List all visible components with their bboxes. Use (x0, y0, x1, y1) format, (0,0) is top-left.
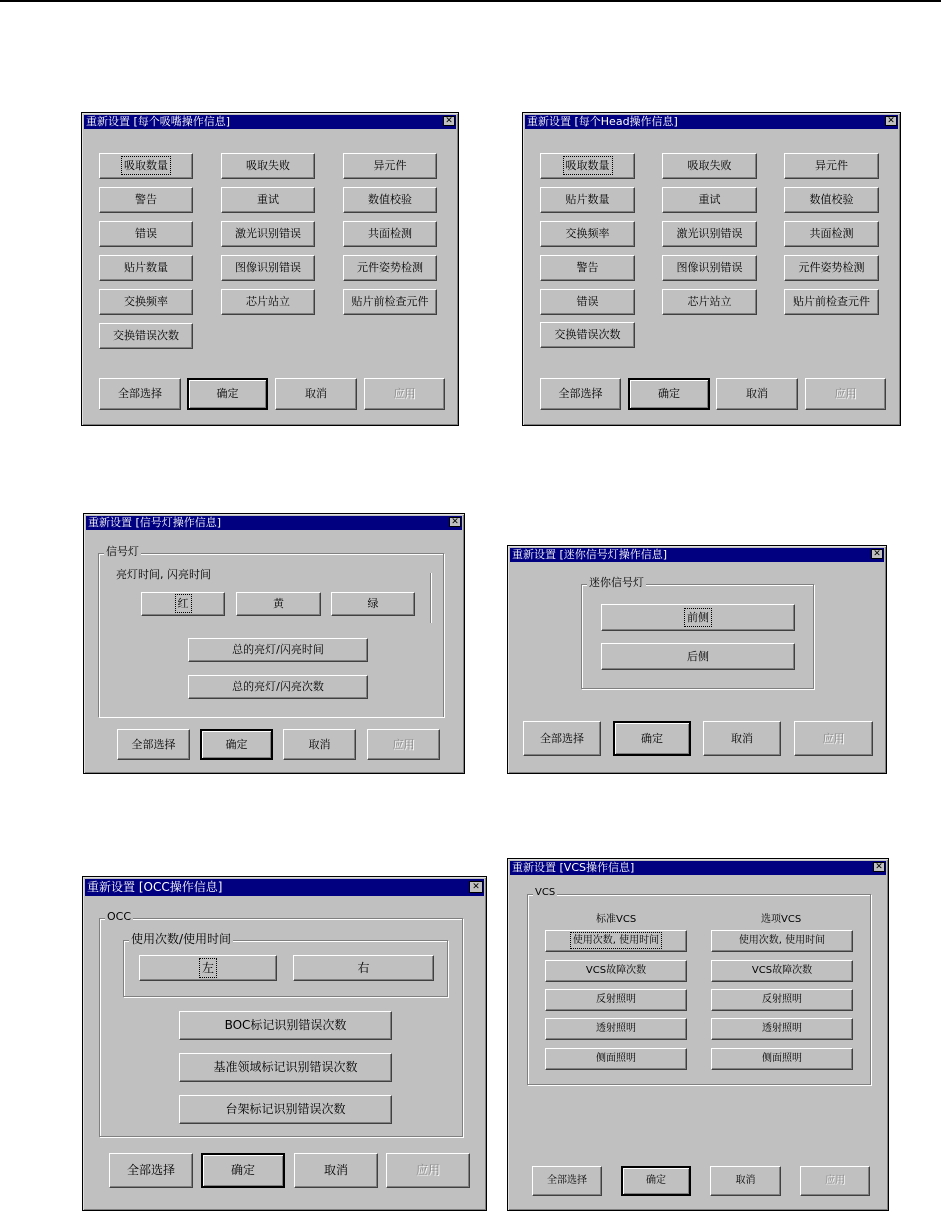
btn-exchange-error-count[interactable]: 交换错误次数 (540, 322, 635, 348)
cancel-button[interactable]: 取消 (710, 1166, 781, 1196)
btn-pickup-fail[interactable]: 吸取失败 (662, 153, 757, 179)
btn-chip-standing[interactable]: 芯片站立 (662, 289, 757, 315)
right-button[interactable]: 右 (293, 955, 434, 981)
cancel-button[interactable]: 取消 (716, 378, 798, 410)
close-icon[interactable]: ✕ (443, 116, 455, 126)
dialog-title: 重新设置 [信号灯操作信息] (88, 516, 222, 529)
apply-button[interactable]: 应用 (386, 1153, 470, 1188)
dialog-title: 重新设置 [VCS操作信息] (512, 861, 635, 874)
dialog-title: 重新设置 [每个吸嘴操作信息] (86, 115, 231, 128)
page-top-rule (0, 0, 941, 2)
std-vcs-fault-button[interactable]: VCS故障次数 (545, 960, 687, 982)
opt-transmit-light-button[interactable]: 透射照明 (711, 1018, 853, 1040)
dialog-title-bar (525, 115, 898, 129)
cancel-button[interactable]: 取消 (275, 378, 357, 410)
dialog-title-bar (84, 115, 456, 129)
dialog-title-bar (510, 861, 886, 875)
total-on-count-button[interactable]: 总的亮灯/闪亮次数 (188, 675, 368, 699)
btn-retry[interactable]: 重试 (662, 187, 757, 213)
btn-image-recog-error[interactable]: 图像识别错误 (221, 255, 315, 281)
btn-retry[interactable]: 重试 (221, 187, 315, 213)
btn-exchange-rate[interactable]: 交换频率 (99, 289, 193, 315)
btn-error[interactable]: 错误 (540, 289, 635, 315)
dialog-signal-light-reset (83, 513, 465, 774)
opt-reflect-light-button[interactable]: 反射照明 (711, 989, 853, 1011)
btn-exchange-rate[interactable]: 交换频率 (540, 221, 635, 247)
ok-button[interactable]: 确定 (187, 378, 268, 410)
btn-mount-count[interactable]: 贴片数量 (540, 187, 635, 213)
red-button[interactable]: 红 (141, 592, 225, 616)
on-time-flash-time-label: 亮灯时间, 闪亮时间 (116, 568, 211, 581)
boc-mark-error-button[interactable]: BOC标记识别错误次数 (179, 1011, 392, 1040)
left-button[interactable]: 左 (139, 955, 277, 981)
cancel-button[interactable]: 取消 (703, 721, 781, 756)
yellow-button[interactable]: 黄 (236, 592, 321, 616)
select-all-button[interactable]: 全部选择 (109, 1153, 193, 1188)
btn-pre-mount-check[interactable]: 贴片前检查元件 (343, 289, 437, 315)
btn-coplanarity[interactable]: 共面检测 (784, 221, 879, 247)
close-icon[interactable]: ✕ (885, 116, 897, 126)
btn-pre-mount-check[interactable]: 贴片前检查元件 (784, 289, 879, 315)
dialog-occ-reset (82, 876, 487, 1211)
close-icon[interactable]: ✕ (873, 862, 885, 872)
btn-image-recog-error[interactable]: 图像识别错误 (662, 255, 757, 281)
front-side-button[interactable]: 前侧 (601, 604, 795, 631)
btn-value-check[interactable]: 数值校验 (343, 187, 437, 213)
vcs-group-title: VCS (535, 887, 556, 898)
standard-vcs-label: 标准VCS (596, 914, 637, 925)
cancel-button[interactable]: 取消 (294, 1153, 378, 1188)
ok-button[interactable]: 确定 (621, 1166, 691, 1196)
select-all-button[interactable]: 全部选择 (99, 378, 181, 410)
opt-usage-button[interactable]: 使用次数, 使用时间 (711, 930, 853, 952)
btn-odd-part[interactable]: 异元件 (343, 153, 437, 179)
btn-laser-recog-error[interactable]: 激光识别错误 (662, 221, 757, 247)
btn-pickup-fail[interactable]: 吸取失败 (221, 153, 315, 179)
std-side-light-button[interactable]: 侧面照明 (545, 1048, 687, 1070)
opt-side-light-button[interactable]: 侧面照明 (711, 1048, 853, 1070)
btn-odd-part[interactable]: 异元件 (784, 153, 879, 179)
apply-button[interactable]: 应用 (800, 1166, 870, 1196)
apply-button[interactable]: 应用 (794, 721, 873, 756)
btn-mount-count[interactable]: 贴片数量 (99, 255, 193, 281)
close-icon[interactable]: ✕ (469, 881, 483, 893)
btn-part-posture[interactable]: 元件姿势检测 (784, 255, 879, 281)
btn-chip-standing[interactable]: 芯片站立 (221, 289, 315, 315)
btn-error[interactable]: 错误 (99, 221, 193, 247)
total-on-time-button[interactable]: 总的亮灯/闪亮时间 (188, 638, 368, 662)
dialog-title: 重新设置 [每个Head操作信息] (527, 115, 678, 128)
btn-warning[interactable]: 警告 (99, 187, 193, 213)
btn-pickup-count[interactable]: 吸取数量 (99, 153, 193, 179)
std-transmit-light-button[interactable]: 透射照明 (545, 1018, 687, 1040)
select-all-button[interactable]: 全部选择 (523, 721, 601, 756)
btn-laser-recog-error[interactable]: 激光识别错误 (221, 221, 315, 247)
mini-signal-group (581, 584, 814, 689)
ok-button[interactable]: 确定 (200, 729, 273, 760)
close-icon[interactable]: ✕ (871, 549, 883, 559)
ok-button[interactable]: 确定 (628, 378, 710, 410)
dialog-title-bar (510, 548, 884, 562)
btn-exchange-error-count[interactable]: 交换错误次数 (99, 323, 193, 349)
occ-group-title: OCC (107, 910, 132, 923)
dialog-title-bar (86, 516, 462, 530)
std-usage-button[interactable]: 使用次数, 使用时间 (545, 930, 687, 952)
fiducial-mark-error-button[interactable]: 基准领域标记识别错误次数 (179, 1053, 392, 1082)
dialog-title: 重新设置 [迷你信号灯操作信息] (512, 548, 668, 561)
btn-coplanarity[interactable]: 共面检测 (343, 221, 437, 247)
mini-signal-group-title: 迷你信号灯 (589, 576, 644, 589)
dialog-title-bar (85, 879, 484, 896)
ok-button[interactable]: 确定 (201, 1153, 285, 1188)
rear-side-button[interactable]: 后侧 (601, 643, 795, 670)
ok-button[interactable]: 确定 (613, 721, 691, 756)
select-all-button[interactable]: 全部选择 (540, 378, 621, 410)
btn-warning[interactable]: 警告 (540, 255, 635, 281)
dialog-mini-signal-reset (507, 545, 887, 774)
dialog-nozzle-reset (81, 112, 459, 426)
group-divider (430, 573, 432, 623)
cancel-button[interactable]: 取消 (283, 729, 356, 760)
std-reflect-light-button[interactable]: 反射照明 (545, 989, 687, 1011)
btn-value-check[interactable]: 数值校验 (784, 187, 879, 213)
usage-group-title: 使用次数/使用时间 (131, 932, 232, 946)
btn-part-posture[interactable]: 元件姿势检测 (343, 255, 437, 281)
select-all-button[interactable]: 全部选择 (117, 729, 190, 760)
dialog-title: 重新设置 [OCC操作信息] (87, 880, 223, 894)
dialog-head-reset (522, 112, 901, 426)
rack-mark-error-button[interactable]: 台架标记识别错误次数 (179, 1095, 392, 1124)
signal-light-group-title: 信号灯 (106, 545, 139, 558)
apply-button[interactable]: 应用 (805, 378, 886, 410)
btn-pickup-count[interactable]: 吸取数量 (540, 153, 635, 179)
green-button[interactable]: 绿 (331, 592, 415, 616)
select-all-button[interactable]: 全部选择 (532, 1166, 602, 1196)
apply-button[interactable]: 应用 (367, 729, 440, 760)
close-icon[interactable]: ✕ (449, 517, 461, 527)
dialog-vcs-reset (507, 858, 889, 1211)
opt-vcs-fault-button[interactable]: VCS故障次数 (711, 960, 853, 982)
apply-button[interactable]: 应用 (364, 378, 445, 410)
option-vcs-label: 选项VCS (761, 914, 802, 925)
